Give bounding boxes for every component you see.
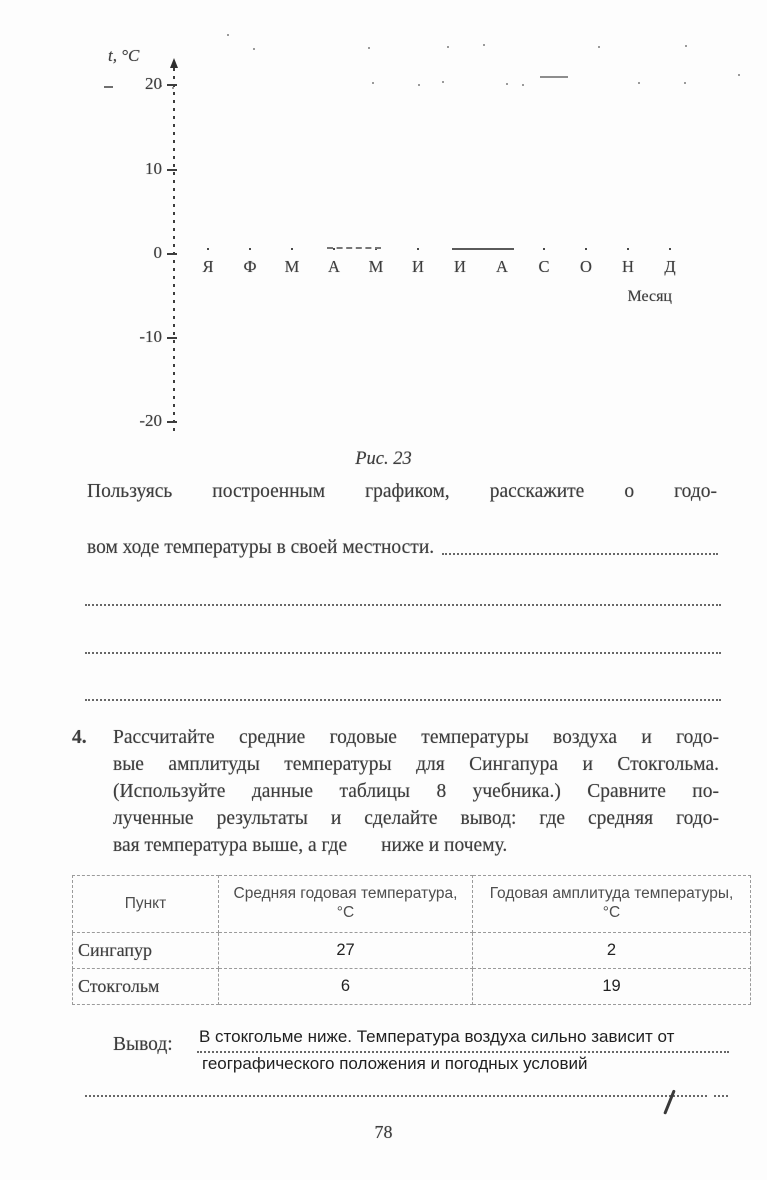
y-tick-label: -10 <box>139 327 162 346</box>
figure-caption: Рис. 23 <box>355 449 412 469</box>
conclusion-answer-line1: В стокгольме ниже. Температура воздуха сильно зависит от <box>199 1027 675 1046</box>
temperature-table <box>72 875 751 1005</box>
month-label: М <box>284 257 300 276</box>
x-axis-tick-dots <box>207 248 675 250</box>
table-row <box>73 933 751 969</box>
answer-dotted-line <box>442 553 718 555</box>
column-header-point: Пункт <box>73 876 219 933</box>
answer-dotted-line <box>197 1048 729 1053</box>
question3-line2-row <box>87 537 718 558</box>
y-axis-line <box>173 68 175 431</box>
y-tick-label: 10 <box>145 159 162 178</box>
column-header-amplitude: Годовая амплитуда температуры, °С <box>473 876 751 933</box>
question4-line: (Используйте данные таблицы 8 учебника.) Сравните по- <box>113 781 719 802</box>
y-tick-label: -20 <box>139 411 162 430</box>
answer-dotted-line <box>85 601 721 606</box>
pencil-mark <box>327 247 381 249</box>
y-tick-label: 20 <box>145 74 162 93</box>
amplitude-value: 2 <box>473 933 751 969</box>
answer-dotted-line <box>85 696 721 701</box>
month-label: О <box>580 257 592 276</box>
answer-dotted-line <box>85 1092 707 1097</box>
amplitude-value: 19 <box>473 969 751 1005</box>
month-label: А <box>328 257 340 276</box>
answer-dotted-line <box>85 649 721 654</box>
y-tick-label: 0 <box>153 243 162 262</box>
point-name: Сингапур <box>73 933 219 969</box>
y-tick-mark <box>167 337 177 339</box>
avg-temp-value: 27 <box>219 933 473 969</box>
question4-line: вые амплитуды температуры для Сингапура и Стокгольма. <box>113 754 719 775</box>
month-label: Ф <box>243 257 257 276</box>
point-name: Стокгольм <box>73 969 219 1005</box>
avg-temp-value: 6 <box>219 969 473 1005</box>
month-label: И <box>412 257 424 276</box>
question3-line1: Пользуясь построенным графиком, расскажите о годо- <box>87 481 717 502</box>
question4-last-line <box>113 835 507 856</box>
y-tick-mark <box>167 84 177 86</box>
conclusion-answer-line2: географического положения и погодных условий <box>202 1054 588 1073</box>
month-label: Д <box>664 257 676 276</box>
axis-arrow-icon <box>170 58 178 68</box>
month-label: Я <box>202 257 214 276</box>
question4-number: 4. <box>72 727 87 748</box>
question4-line: Рассчитайте средние годовые температуры воздуха и годо- <box>113 727 719 748</box>
page-number: 78 <box>374 1122 393 1142</box>
month-label: Н <box>622 257 634 276</box>
question3-line2: вом ходе температуры в своей местности. <box>87 537 435 558</box>
question4-last-line-part2: ниже и почему. <box>381 835 508 856</box>
column-header-avg-temp: Средняя годовая температура, °С <box>219 876 473 933</box>
month-label: М <box>368 257 384 276</box>
question4-last-line-part1: вая температура выше, а где <box>113 835 348 856</box>
month-label: А <box>496 257 508 276</box>
question4-line: лученные результаты и сделайте вывод: где средняя годо- <box>113 808 719 829</box>
pencil-mark <box>452 248 514 250</box>
table-row <box>73 969 751 1005</box>
answer-dotted-line <box>714 1092 728 1097</box>
y-tick-mark <box>167 169 177 171</box>
y-tick-mark <box>167 253 177 255</box>
temperature-chart <box>0 0 767 440</box>
table-header-row <box>73 876 751 933</box>
y-axis-title: t, °C <box>108 46 140 65</box>
month-label: С <box>538 257 550 276</box>
y-tick-mark <box>167 421 177 423</box>
conclusion-label: Вывод: <box>113 1034 173 1055</box>
x-axis-title: Месяц <box>627 288 672 305</box>
month-label: И <box>454 257 466 276</box>
